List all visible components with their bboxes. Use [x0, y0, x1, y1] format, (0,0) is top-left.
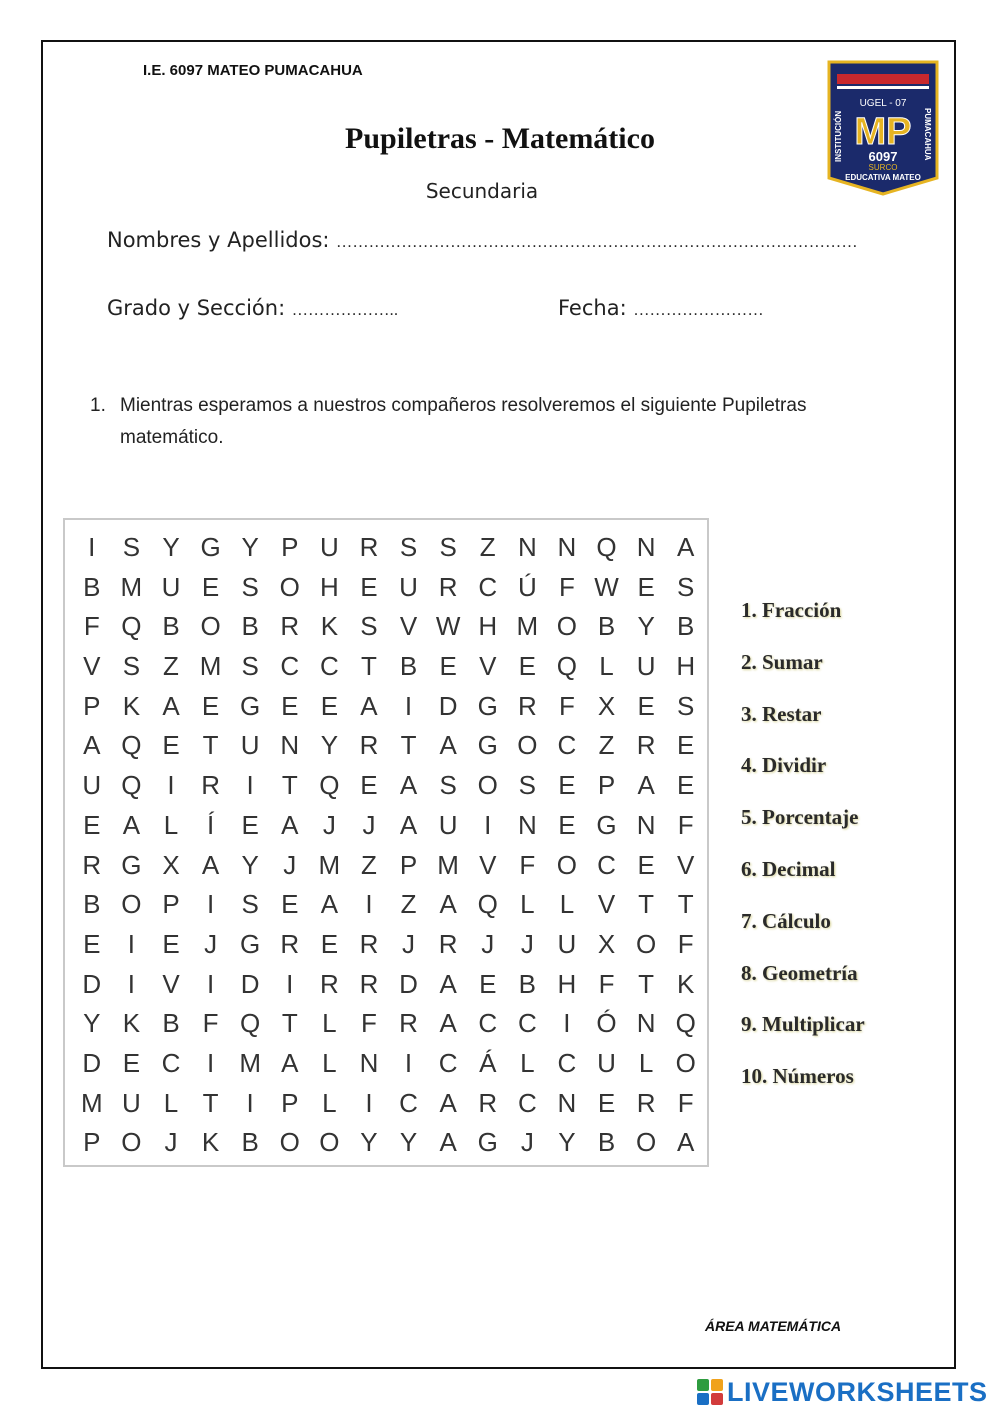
- grid-cell[interactable]: L: [559, 889, 575, 920]
- grid-cell[interactable]: F: [361, 1008, 377, 1039]
- grid-cell[interactable]: H: [319, 571, 339, 602]
- page-subtitle: Secundaria: [425, 179, 539, 203]
- name-label: Nombres y Apellidos:: [107, 228, 330, 252]
- grid-cell[interactable]: A: [637, 770, 655, 801]
- grid-cell[interactable]: I: [246, 1087, 254, 1118]
- grid-cell[interactable]: W: [594, 571, 619, 602]
- grid-cell[interactable]: I: [563, 1008, 571, 1039]
- grid-cell[interactable]: K: [201, 1127, 220, 1158]
- grid-cell[interactable]: X: [597, 690, 616, 721]
- grid-cell[interactable]: K: [677, 968, 695, 999]
- grid-cell[interactable]: M: [80, 1087, 103, 1118]
- grid-cell[interactable]: N: [359, 1047, 379, 1078]
- grid-cell[interactable]: O: [319, 1127, 340, 1158]
- grid-cell[interactable]: F: [677, 1087, 694, 1118]
- grid-cell[interactable]: I: [484, 809, 492, 840]
- grid-cell[interactable]: N: [636, 1008, 656, 1039]
- grid-cell[interactable]: Y: [360, 1127, 378, 1158]
- grid-cell[interactable]: I: [365, 1087, 373, 1118]
- grid-cell[interactable]: Z: [163, 651, 179, 682]
- grid-cell[interactable]: S: [439, 770, 457, 801]
- grid-cell[interactable]: A: [281, 809, 299, 840]
- grid-cell[interactable]: K: [122, 690, 141, 721]
- grid-cell[interactable]: I: [206, 889, 215, 920]
- grid-cell[interactable]: T: [281, 770, 298, 801]
- logo-left-text: INSTITUCIÓN: [834, 110, 843, 162]
- grid-cell[interactable]: U: [399, 571, 418, 602]
- instruction-text: Mientras esperamos a nuestros compañeros resolveremos el siguiente Pupiletras matemático.: [120, 395, 807, 448]
- grid-cell[interactable]: U: [82, 770, 102, 801]
- grid-cell[interactable]: R: [359, 928, 379, 959]
- grid-cell[interactable]: Ó: [596, 1008, 617, 1039]
- grid-cell[interactable]: I: [246, 770, 254, 801]
- date-field[interactable]: [558, 296, 764, 320]
- grid-cell[interactable]: L: [520, 1047, 535, 1078]
- grid-cell[interactable]: V: [162, 968, 180, 999]
- word-list: [741, 595, 865, 1113]
- grid-cell[interactable]: S: [241, 571, 259, 602]
- grid-cell[interactable]: Q: [319, 770, 340, 801]
- grid-cell[interactable]: A: [439, 730, 457, 761]
- grid-cell[interactable]: Y: [558, 1127, 576, 1158]
- grid-cell[interactable]: J: [164, 1127, 178, 1158]
- grid-cell[interactable]: E: [162, 730, 180, 761]
- grid-cell[interactable]: R: [636, 730, 656, 761]
- grid-cell[interactable]: C: [557, 1047, 577, 1078]
- grid-cell[interactable]: Y: [241, 532, 259, 562]
- grid-cell[interactable]: W: [435, 611, 461, 642]
- liveworksheets-brand[interactable]: [697, 1375, 988, 1409]
- grid-cell[interactable]: R: [478, 1087, 498, 1118]
- grid-cell[interactable]: U: [597, 1047, 616, 1078]
- grid-cell[interactable]: N: [636, 532, 656, 562]
- grid-cell[interactable]: H: [557, 968, 577, 999]
- grid-cell[interactable]: J: [520, 1127, 534, 1158]
- grid-cell[interactable]: E: [558, 809, 576, 840]
- grid-cell[interactable]: C: [478, 1008, 498, 1039]
- grid-cell[interactable]: M: [437, 849, 459, 880]
- grid-cell[interactable]: R: [359, 968, 379, 999]
- grid-cell[interactable]: S: [360, 611, 378, 642]
- grid-cell[interactable]: P: [281, 532, 299, 562]
- grid-cell[interactable]: Z: [400, 889, 417, 920]
- grid-cell[interactable]: M: [516, 611, 539, 642]
- grid-cell[interactable]: N: [280, 730, 300, 761]
- grid-cell[interactable]: B: [83, 571, 101, 602]
- grid-cell[interactable]: T: [638, 968, 655, 999]
- grid-cell[interactable]: I: [88, 532, 96, 562]
- logo-ugel: UGEL - 07: [859, 98, 907, 109]
- grid-cell[interactable]: E: [201, 690, 220, 721]
- liveworksheets-logo-icon: [697, 1379, 723, 1405]
- grid-cell[interactable]: Q: [121, 770, 142, 801]
- grid-cell[interactable]: R: [636, 1087, 656, 1118]
- grid-cell[interactable]: Q: [121, 730, 142, 761]
- grid-cell[interactable]: B: [241, 611, 259, 642]
- grid-cell[interactable]: F: [83, 611, 100, 642]
- grid-cell[interactable]: J: [204, 928, 218, 959]
- grid-cell[interactable]: A: [399, 770, 418, 801]
- grid-cell[interactable]: B: [518, 968, 536, 999]
- grid-cell[interactable]: C: [438, 1047, 458, 1078]
- grid-cell[interactable]: F: [677, 928, 694, 959]
- grid-cell[interactable]: A: [439, 968, 457, 999]
- grid-cell[interactable]: J: [520, 928, 534, 959]
- grid-cell[interactable]: G: [596, 809, 617, 840]
- grid-cell[interactable]: O: [635, 928, 657, 959]
- grid-cell[interactable]: L: [322, 1008, 337, 1039]
- grid-cell[interactable]: Q: [675, 1008, 696, 1039]
- word-item: 5. Porcentaje: [741, 805, 859, 830]
- grid-cell[interactable]: I: [286, 968, 294, 999]
- grid-cell[interactable]: J: [322, 809, 336, 840]
- word-item: 9. Multiplicar: [741, 1012, 865, 1037]
- grid-cell[interactable]: D: [82, 1047, 102, 1078]
- grid-cell[interactable]: V: [677, 849, 695, 880]
- grid-cell[interactable]: F: [598, 968, 615, 999]
- grid-cell[interactable]: N: [557, 532, 577, 562]
- grid-cell[interactable]: T: [202, 730, 219, 761]
- brand-text: LIVEWORKSHEETS: [727, 1376, 988, 1407]
- grid-cell[interactable]: G: [121, 849, 142, 880]
- grid-cell[interactable]: X: [597, 928, 616, 959]
- grid-cell[interactable]: C: [478, 571, 498, 602]
- grade-blank[interactable]: ………………..: [291, 302, 399, 319]
- grid-cell[interactable]: E: [201, 571, 220, 602]
- word-item: 4. Dividir: [741, 753, 827, 778]
- grid-cell[interactable]: S: [439, 532, 457, 562]
- grid-cell[interactable]: R: [359, 730, 379, 761]
- grid-cell[interactable]: I: [127, 968, 135, 999]
- word-item: 6. Decimal: [741, 856, 836, 881]
- grid-cell[interactable]: I: [206, 1047, 215, 1078]
- school-logo: [827, 60, 939, 196]
- grid-cell[interactable]: U: [319, 532, 339, 562]
- grid-cell[interactable]: A: [320, 889, 339, 920]
- date-label: Fecha:: [558, 296, 627, 320]
- grid-cell[interactable]: Í: [206, 809, 215, 840]
- grid-cell[interactable]: A: [162, 690, 180, 721]
- grid-cell[interactable]: C: [557, 730, 577, 761]
- grid-cell[interactable]: C: [319, 651, 339, 682]
- grid-cell[interactable]: S: [677, 690, 695, 721]
- word-item: 7. Cálculo: [741, 908, 831, 933]
- grid-cell[interactable]: A: [439, 889, 457, 920]
- grid-cell[interactable]: A: [122, 809, 141, 840]
- grid-cell[interactable]: A: [281, 1047, 299, 1078]
- grid-cell[interactable]: R: [438, 571, 458, 602]
- grid-cell[interactable]: D: [399, 968, 418, 999]
- grid-cell[interactable]: N: [557, 1087, 577, 1118]
- grid-cell[interactable]: C: [597, 849, 616, 880]
- grid-cell[interactable]: B: [162, 611, 180, 642]
- grid-cell[interactable]: B: [399, 651, 418, 682]
- grid-cell[interactable]: E: [677, 770, 695, 801]
- grid-cell[interactable]: Y: [83, 1008, 101, 1039]
- grid-cell[interactable]: R: [280, 928, 300, 959]
- grid-cell[interactable]: D: [240, 968, 260, 999]
- grid-cell[interactable]: A: [360, 690, 378, 721]
- grid-cell[interactable]: N: [517, 532, 537, 562]
- grid-cell[interactable]: U: [438, 809, 458, 840]
- instruction: [90, 390, 830, 454]
- grid-cell[interactable]: R: [359, 532, 379, 562]
- logo-right-text: PUMACAHUA: [923, 108, 932, 161]
- grid-cell[interactable]: R: [280, 611, 300, 642]
- grid-cell[interactable]: D: [438, 690, 458, 721]
- grid-cell[interactable]: E: [518, 651, 536, 682]
- grid-cell[interactable]: A: [83, 730, 101, 761]
- grid-cell[interactable]: U: [122, 1087, 141, 1118]
- grid-cell[interactable]: I: [404, 1047, 413, 1078]
- grid-cell[interactable]: O: [635, 1127, 657, 1158]
- grid-cell[interactable]: R: [319, 968, 339, 999]
- grid-cell[interactable]: E: [320, 690, 339, 721]
- grid-cell[interactable]: L: [520, 889, 535, 920]
- grid-cell[interactable]: Q: [556, 651, 578, 682]
- grid-cell[interactable]: N: [636, 809, 656, 840]
- grid-cell[interactable]: P: [83, 1127, 101, 1158]
- grid-cell[interactable]: P: [399, 849, 418, 880]
- grid-cell[interactable]: S: [241, 889, 259, 920]
- grid-cell[interactable]: H: [676, 651, 696, 682]
- grid-cell[interactable]: O: [200, 611, 221, 642]
- grid-cell[interactable]: O: [279, 571, 300, 602]
- grid-cell[interactable]: A: [399, 809, 418, 840]
- grid-cell[interactable]: L: [599, 651, 614, 682]
- grid-cell[interactable]: E: [162, 928, 180, 959]
- grid-cell[interactable]: J: [283, 849, 297, 880]
- grid-cell[interactable]: S: [122, 532, 141, 562]
- grid-cell[interactable]: S: [677, 571, 695, 602]
- grid-cell[interactable]: E: [360, 571, 378, 602]
- grid-cell[interactable]: A: [439, 1127, 457, 1158]
- grid-cell[interactable]: A: [677, 1127, 695, 1158]
- grid-cell[interactable]: U: [636, 651, 656, 682]
- grid-cell[interactable]: V: [399, 611, 418, 642]
- grid-cell[interactable]: P: [83, 690, 101, 721]
- grid-cell[interactable]: O: [279, 1127, 300, 1158]
- grid-cell[interactable]: J: [362, 809, 376, 840]
- grid-cell[interactable]: Z: [361, 849, 377, 880]
- grid-cell[interactable]: B: [162, 1008, 180, 1039]
- grid-cell[interactable]: L: [322, 1047, 337, 1078]
- grid-cell[interactable]: G: [240, 690, 261, 721]
- grid-cell[interactable]: I: [404, 690, 413, 721]
- grid-cell[interactable]: E: [439, 651, 457, 682]
- grid-cell[interactable]: B: [597, 611, 616, 642]
- grid-cell[interactable]: D: [82, 968, 102, 999]
- grid-cell[interactable]: M: [239, 1047, 261, 1078]
- grid-cell[interactable]: Q: [121, 611, 142, 642]
- grid-cell[interactable]: I: [167, 770, 175, 801]
- grid-cell[interactable]: L: [163, 1087, 179, 1118]
- grid-cell[interactable]: O: [477, 770, 498, 801]
- grid-cell[interactable]: T: [677, 889, 694, 920]
- grid-cell[interactable]: P: [597, 770, 616, 801]
- grid-cell[interactable]: G: [477, 690, 498, 721]
- grid-cell[interactable]: N: [517, 809, 537, 840]
- word-item: 8. Geometría: [741, 960, 858, 985]
- date-blank[interactable]: ……………………: [633, 302, 764, 319]
- grid-cell[interactable]: B: [677, 611, 695, 642]
- grid-cell[interactable]: B: [597, 1127, 616, 1158]
- grid-cell[interactable]: T: [281, 1008, 298, 1039]
- grid-cell[interactable]: S: [241, 651, 259, 682]
- grid-cell[interactable]: E: [558, 770, 576, 801]
- grid-cell[interactable]: B: [83, 889, 101, 920]
- grid-cell[interactable]: Á: [479, 1047, 497, 1078]
- grid-cell[interactable]: E: [83, 809, 101, 840]
- grid-cell[interactable]: E: [241, 809, 259, 840]
- grid-cell[interactable]: T: [202, 1087, 219, 1118]
- grid-cell[interactable]: E: [122, 1047, 141, 1078]
- grid-cell[interactable]: L: [322, 1087, 337, 1118]
- word-item: 10. Números: [741, 1064, 854, 1089]
- grid-cell[interactable]: P: [162, 889, 180, 920]
- grid-cell[interactable]: E: [637, 690, 655, 721]
- grid-cell[interactable]: Y: [320, 730, 339, 761]
- grid-cell[interactable]: O: [121, 1127, 142, 1158]
- logo-district: SURCO: [868, 163, 898, 172]
- grid-cell[interactable]: V: [597, 889, 616, 920]
- word-item: 1. Fracción: [741, 598, 842, 622]
- grid-cell[interactable]: I: [365, 889, 373, 920]
- grid-cell[interactable]: O: [517, 730, 538, 761]
- grid-cell[interactable]: E: [360, 770, 378, 801]
- grid-cell[interactable]: F: [558, 571, 575, 602]
- grid-cell[interactable]: U: [161, 571, 181, 602]
- grid-cell[interactable]: E: [637, 849, 655, 880]
- grid-cell[interactable]: E: [597, 1087, 616, 1118]
- grade-label: Grado y Sección:: [107, 296, 286, 320]
- grid-cell[interactable]: L: [638, 1047, 654, 1078]
- grid-cell[interactable]: U: [240, 730, 260, 761]
- grid-cell[interactable]: C: [517, 1087, 537, 1118]
- grid-cell[interactable]: K: [320, 611, 339, 642]
- grid-cell[interactable]: B: [241, 1127, 259, 1158]
- logo-bottom-text: EDUCATIVA MATEO: [845, 173, 921, 182]
- grid-cell[interactable]: E: [83, 928, 101, 959]
- grid-cell[interactable]: Y: [637, 611, 655, 642]
- grid-cell[interactable]: Y: [162, 532, 180, 562]
- grid-cell[interactable]: L: [163, 809, 179, 840]
- grid-cell[interactable]: F: [677, 809, 694, 840]
- grid-cell[interactable]: E: [281, 889, 299, 920]
- name-field[interactable]: [107, 228, 858, 252]
- grid-cell[interactable]: U: [557, 928, 577, 959]
- grid-cell[interactable]: A: [677, 532, 695, 562]
- page-title: Pupiletras - Matemático: [345, 122, 655, 155]
- grid-cell[interactable]: E: [637, 571, 655, 602]
- grid-cell[interactable]: C: [399, 1087, 418, 1118]
- logo-number: 6097: [868, 149, 898, 164]
- grid-cell[interactable]: E: [677, 730, 695, 761]
- grid-cell[interactable]: S: [518, 770, 536, 801]
- grid-cell[interactable]: G: [477, 1127, 498, 1158]
- school-name: I.E. 6097 MATEO PUMACAHUA: [143, 62, 363, 79]
- grid-cell[interactable]: Z: [479, 532, 496, 562]
- grid-cell[interactable]: G: [477, 730, 498, 761]
- grid-cell[interactable]: A: [439, 1008, 457, 1039]
- grid-cell[interactable]: C: [517, 1008, 537, 1039]
- grid-cell[interactable]: Y: [399, 1127, 418, 1158]
- grid-cell[interactable]: A: [201, 849, 220, 880]
- grid-cell[interactable]: Q: [596, 532, 617, 562]
- grid-cell[interactable]: S: [399, 532, 418, 562]
- grid-cell[interactable]: I: [206, 968, 215, 999]
- grade-field[interactable]: [107, 296, 398, 320]
- grid-cell[interactable]: M: [199, 651, 222, 682]
- grid-cell[interactable]: M: [318, 849, 341, 880]
- grid-cell[interactable]: E: [479, 968, 497, 999]
- grid-cell[interactable]: A: [439, 1087, 457, 1118]
- grid-cell[interactable]: F: [202, 1008, 219, 1039]
- word-item: 3. Restar: [741, 701, 822, 726]
- letter-grid: [72, 528, 706, 1163]
- grid-cell[interactable]: Ú: [517, 571, 537, 602]
- grid-cell[interactable]: F: [558, 690, 575, 721]
- grid-cell[interactable]: Y: [241, 849, 259, 880]
- grid-cell[interactable]: R: [438, 928, 458, 959]
- grid-cell[interactable]: G: [200, 532, 221, 562]
- grid-cell[interactable]: Q: [477, 889, 498, 920]
- grid-cell[interactable]: T: [361, 651, 377, 682]
- grid-cell[interactable]: R: [517, 690, 537, 721]
- grid-cell[interactable]: S: [122, 651, 141, 682]
- grid-cell[interactable]: O: [675, 1047, 696, 1078]
- instruction-number: 1.: [90, 395, 106, 416]
- grid-cell[interactable]: C: [161, 1047, 181, 1078]
- grid-cell[interactable]: O: [556, 849, 578, 880]
- grid-cell[interactable]: O: [556, 611, 578, 642]
- grid-cell[interactable]: I: [127, 928, 135, 959]
- grid-cell[interactable]: E: [281, 690, 299, 721]
- grid-cell[interactable]: E: [320, 928, 339, 959]
- grid-cell[interactable]: G: [240, 928, 261, 959]
- grid-cell[interactable]: V: [83, 651, 101, 682]
- grid-cell[interactable]: H: [478, 611, 498, 642]
- grid-cell[interactable]: V: [479, 651, 497, 682]
- grid-cell[interactable]: M: [120, 571, 143, 602]
- grid-cell[interactable]: X: [162, 849, 180, 880]
- grid-cell[interactable]: V: [479, 849, 497, 880]
- word-item: 2. Sumar: [741, 649, 823, 674]
- grid-cell[interactable]: P: [281, 1087, 299, 1118]
- grid-cell[interactable]: C: [280, 651, 300, 682]
- grid-cell[interactable]: J: [481, 928, 495, 959]
- name-blank[interactable]: ……………………………………………………………………………………: [336, 234, 858, 251]
- word-search-puzzle: [63, 518, 709, 1167]
- grid-cell[interactable]: J: [402, 928, 416, 959]
- grid-cell[interactable]: Q: [240, 1008, 261, 1039]
- grid-cell[interactable]: Z: [598, 730, 615, 761]
- grid-cell[interactable]: R: [82, 849, 102, 880]
- grid-cell[interactable]: R: [201, 770, 220, 801]
- grid-cell[interactable]: O: [121, 889, 142, 920]
- grid-cell[interactable]: T: [400, 730, 417, 761]
- logo-initials: MP: [854, 111, 912, 153]
- grid-cell[interactable]: T: [638, 889, 655, 920]
- grid-cell[interactable]: R: [399, 1008, 418, 1039]
- area-label: ÁREA MATEMÁTICA: [705, 1318, 842, 1334]
- grid-cell[interactable]: K: [122, 1008, 141, 1039]
- grid-cell[interactable]: F: [519, 849, 536, 880]
